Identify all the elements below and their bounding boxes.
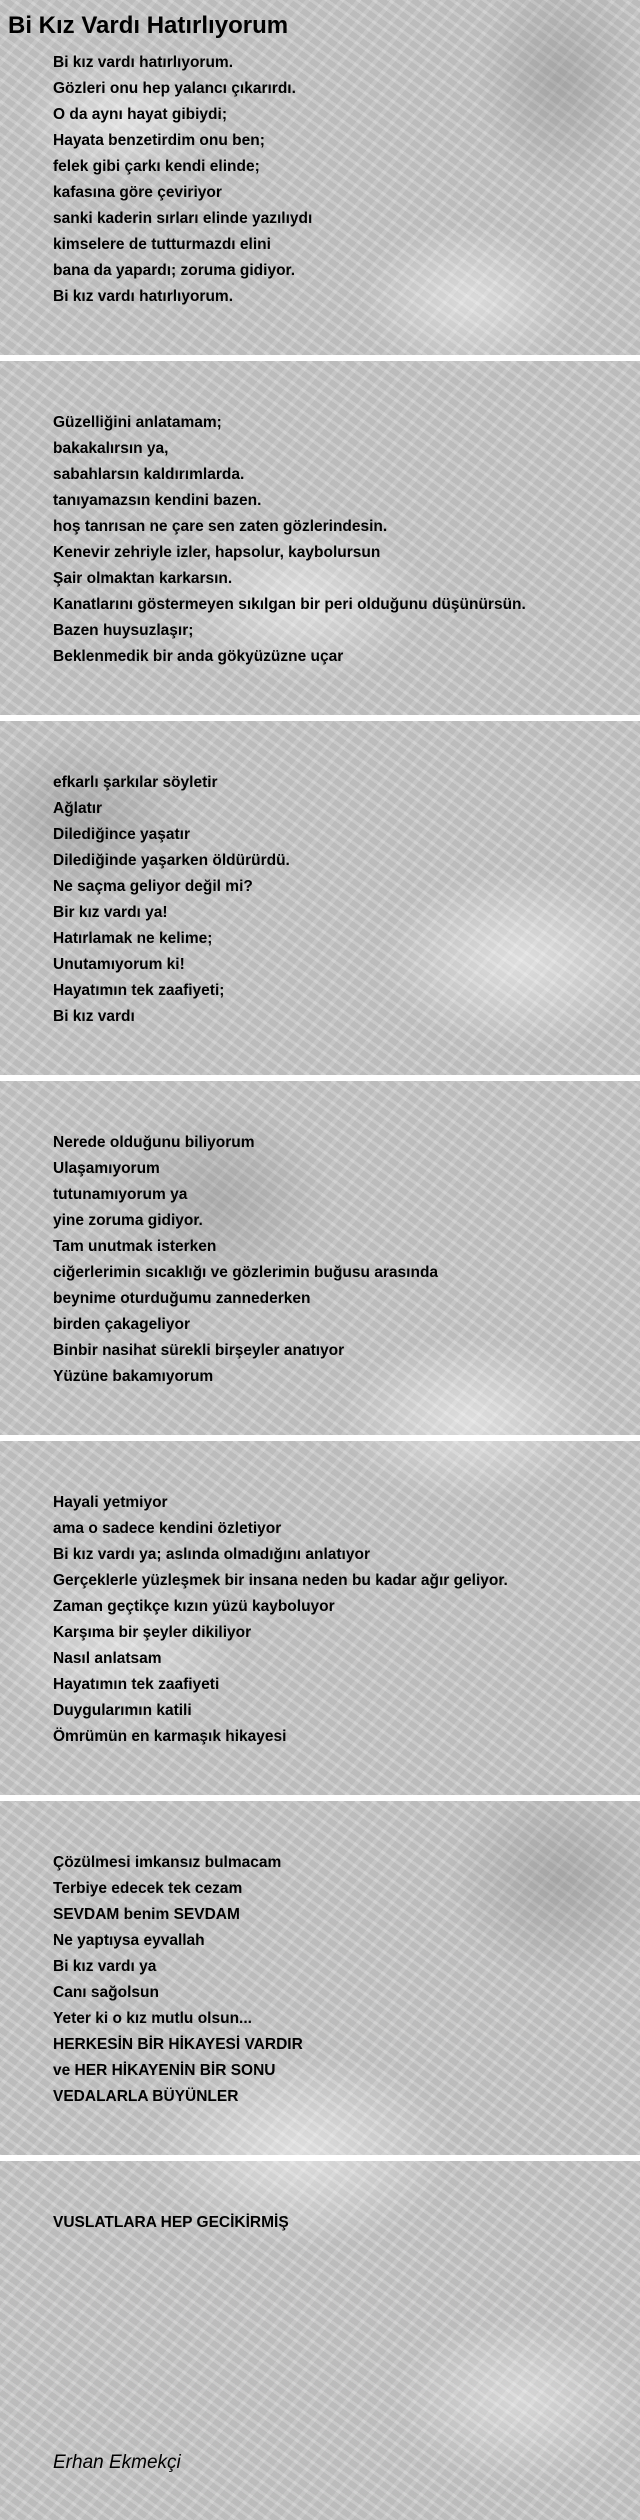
poem-line: sanki kaderin sırları elinde yazılıydı [53,210,313,227]
poem-line: Bazen huysuzlaşır; [53,622,194,639]
poem-line: Hayata benzetirdim onu ben; [53,132,265,149]
poem-line: Gözleri onu hep yalancı çıkarırdı. [53,80,296,97]
stanza-2 [53,410,526,670]
poem-line: Yeter ki o kız mutlu olsun... [53,2010,252,2027]
poem-line: HERKESİN BİR HİKAYESİ VARDIR [53,2036,303,2053]
poem-line: Karşıma bir şeyler dikiliyor [53,1624,252,1641]
section-divider [0,1435,640,1441]
poem-line: ve HER HİKAYENİN BİR SONU [53,2062,276,2079]
poem-line: Bi kız vardı ya; aslında olmadığını anlatıyor [53,1546,370,1563]
poem-line: Tam unutmak isterken [53,1238,217,1255]
stanza-1 [53,50,312,310]
stanza-5 [53,1490,508,1750]
poem-line: Hayatımın tek zaafiyeti [53,1676,220,1693]
poem-line: Duygularımın katili [53,1702,192,1719]
poem-line: VUSLATLARA HEP GECİKİRMİŞ [53,2214,289,2231]
poem-line: Ne yaptıysa eyvallah [53,1932,205,1949]
poem-line: Yüzüne bakamıyorum [53,1368,214,1385]
poem-line: felek gibi çarkı kendi elinde; [53,158,260,175]
section-divider [0,2155,640,2161]
poem-line: Zaman geçtikçe kızın yüzü kayboluyor [53,1598,335,1615]
poem-line: Güzelliğini anlatamam; [53,414,222,431]
section-divider [0,715,640,721]
poem-line: Kenevir zehriyle izler, hapsolur, kaybolursun [53,544,381,561]
poem-line: Gerçeklerle yüzleşmek bir insana neden bu kadar ağır geliyor. [53,1572,508,1589]
poem-line: Bi kız vardı hatırlıyorum. [53,288,234,305]
poem-line: bakakalırsın ya, [53,440,169,457]
poem-title: Bi Kız Vardı Hatırlıyorum [8,12,289,39]
stanza-3 [53,770,290,1030]
poem-line: tanıyamazsın kendini bazen. [53,492,262,509]
poem-line: Dilediğinde yaşarken öldürürdü. [53,852,290,869]
poem-line: Hatırlamak ne kelime; [53,930,213,947]
poem-line: SEVDAM benim SEVDAM [53,1906,240,1923]
poem-line: Terbiye edecek tek cezam [53,1880,243,1897]
poem-line: Nerede olduğunu biliyorum [53,1134,255,1151]
stanza-4 [53,1130,438,1390]
poem-line: VEDALARLA BÜYÜNLER [53,2088,239,2105]
poem-line: Kanatlarını göstermeyen sıkılgan bir peri olduğunu düşünürsün. [53,596,526,613]
poem-line: Ağlatır [53,800,103,817]
stanza-7 [53,2210,289,2236]
poem-line: Bi kız vardı ya [53,1958,157,1975]
poem-line: Unutamıyorum ki! [53,956,185,973]
poem-line: Hayatımın tek zaafiyeti; [53,982,225,999]
poem-line: Bi kız vardı hatırlıyorum. [53,54,234,71]
section-divider [0,1075,640,1081]
poem-line: ama o sadece kendini özletiyor [53,1520,282,1537]
poem-line: tutunamıyorum ya [53,1186,188,1203]
poem-line: Şair olmaktan karkarsın. [53,570,233,587]
poem-line: Beklenmedik bir anda gökyüzüzne uçar [53,648,344,665]
poem-line: yine zoruma gidiyor. [53,1212,203,1229]
poem-line: hoş tanrısan ne çare sen zaten gözlerindesin. [53,518,388,535]
author-name: Erhan Ekmekçi [53,2452,181,2473]
poem-line: kimselere de tutturmazdı elini [53,236,271,253]
poem-line: Binbir nasihat sürekli birşeyler anatıyor [53,1342,345,1359]
poem-line: Canı sağolsun [53,1984,159,2001]
poem-line: Dilediğince yaşatır [53,826,190,843]
poem-line: kafasına göre çeviriyor [53,184,222,201]
poem-line: efkarlı şarkılar söyletir [53,774,218,791]
poem-line: O da aynı hayat gibiydi; [53,106,227,123]
poem-line: birden çakageliyor [53,1316,190,1333]
poem-line: sabahlarsın kaldırımlarda. [53,466,245,483]
poem-line: Çözülmesi imkansız bulmacam [53,1854,282,1871]
poem-line: Ne saçma geliyor değil mi? [53,878,253,895]
poem-line: bana da yapardı; zoruma gidiyor. [53,262,296,279]
section-divider [0,355,640,361]
stanza-6 [53,1850,303,2110]
poem-line: Ömrümün en karmaşık hikayesi [53,1728,287,1745]
poem-line: ciğerlerimin sıcaklığı ve gözlerimin buğusu arasında [53,1264,439,1281]
poem-line: beynime oturduğumu zannederken [53,1290,311,1307]
section-divider [0,1795,640,1801]
poem-line: Ulaşamıyorum [53,1160,160,1177]
poem-line: Hayali yetmiyor [53,1494,168,1511]
poem-line: Bi kız vardı [53,1008,135,1025]
poem-line: Bir kız vardı ya! [53,904,168,921]
poem-line: Nasıl anlatsam [53,1650,162,1667]
